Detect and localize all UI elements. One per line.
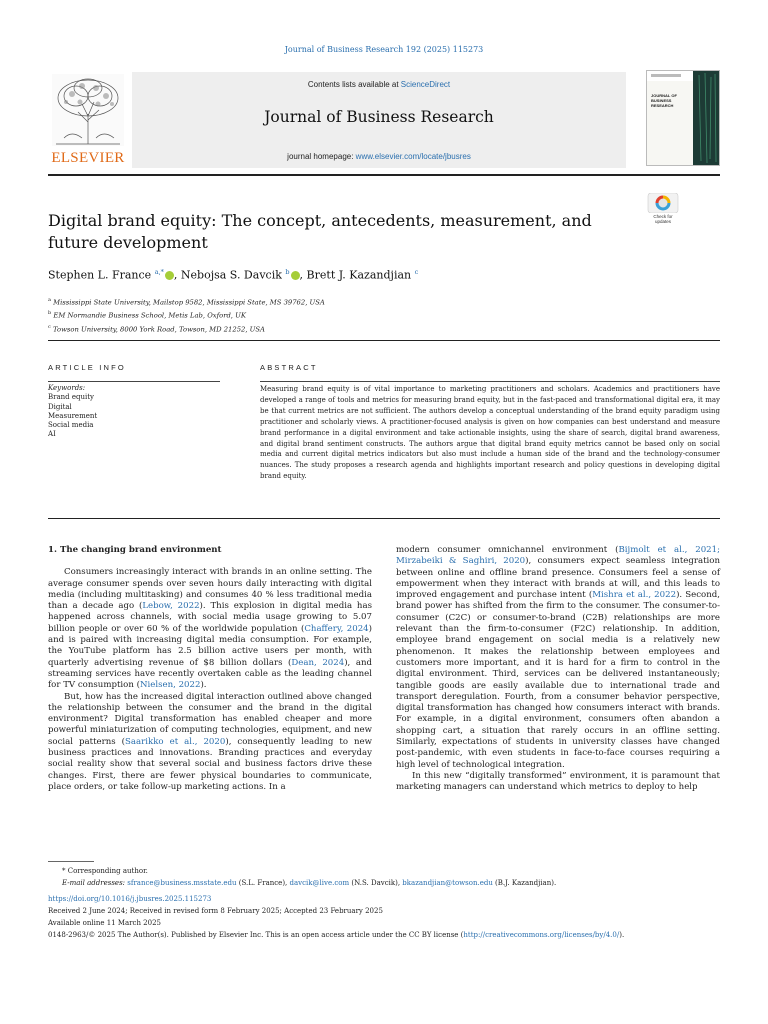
divider: [48, 340, 720, 341]
orcid-icon[interactable]: [291, 271, 300, 280]
paragraph-text: ) and is paired with increasing digital media consumption. For example, the YouTube platform has 2.5 billion active users per month, with quarterly advertising revenue of $8 billion dollars (: [48, 623, 372, 668]
article-info-heading: ARTICLE INFO: [48, 363, 126, 372]
divider: [48, 518, 720, 519]
paragraph-text: Consumers increasingly interact with brands in an online setting. The average consumer spends over seven hours daily interacting with digital media (including multitasking) and consumes 40 % less traditional media than a decade ago (: [48, 567, 372, 612]
elsevier-wordmark: ELSEVIER: [51, 150, 125, 166]
author-affiliation-marker[interactable]: b: [285, 268, 290, 276]
license-link[interactable]: http://creativecommons.org/licenses/by/4.0/: [463, 931, 620, 939]
footnotes: [48, 865, 728, 941]
crossmark-label: [646, 214, 680, 224]
author-name[interactable]: Nebojsa S. Davcik: [180, 268, 282, 282]
email-owner: (S.L. France),: [236, 879, 290, 887]
divider: [48, 381, 220, 382]
author-name[interactable]: Stephen L. France: [48, 268, 152, 282]
license-statement: [48, 929, 728, 941]
affiliation-marker: c: [48, 323, 51, 330]
citation-link[interactable]: Lebow, 2022: [142, 601, 200, 612]
abstract-heading: ABSTRACT: [260, 363, 318, 372]
email-link[interactable]: sfrance@business.msstate.edu: [127, 879, 237, 887]
journal-name: Journal of Business Research: [264, 108, 494, 126]
contents-line: [132, 80, 626, 89]
body-column-right: [396, 545, 720, 794]
article-title: Digital brand equity: The concept, antecedents, measurement, and future development: [48, 211, 592, 252]
email-owner: (B.J. Kazandjian).: [492, 879, 557, 887]
footnote-rule: [48, 861, 94, 862]
affiliation-text: Mississippi State University, Mailstop 9582, Mississippi State, MS 39762, USA: [53, 298, 325, 307]
paragraph-text: ). Second, brand power has shifted from the firm to the consumer. The consumer-to-consumer (C2C) or consumer-to-brand (C2B) relationships are more relevant than the firm-to-consumer (F2C) relationship. In addition, employee brand engagement on social media is a relatively new phenomenon. It makes the relationship between employees and customers more important, and it is hard for a firm to control in the digital environment. Third, services can be delivered instantaneously; tangible goods are easily available due to international trade and transport deregulation. Fourth, from a consumer behavior perspective, digital transformation has changed how consumers interact with brands. For example, in a digital environment, consumers often abandon a shopping cart, a situation that rarely occurs in an offline setting. Similarly, expectations of students in university classes have changed post-pandemic, with even students in face-to-face courses requiring a high level of technological integration.: [396, 590, 720, 770]
orcid-icon[interactable]: [165, 271, 174, 280]
paragraph-text: modern consumer omnichannel environment (: [396, 545, 619, 555]
abstract-text: Measuring brand equity is of vital importance to marketing practitioners and scholars. Academics and practitioners have developed a range of tools and metrics for measuring brand equity, but in the fast-paced and transformational digital era, it may be that current metrics are not sufficient. The authors develop a conceptual understanding of the brand equity paradigm using practitioner and scholarly views. A practitioner-focused analysis is given on how companies can best understand and measure brand performance in a digital environment and take actionable insights, using the share of search, digital brand awareness, and digital brand sentiment constructs. The authors argue that digital brand equity metrics cannot be based only on social media and current digital metrics indicators but also must include a human side of the brand and the technology-consumer nuances. The study proposes a research agenda and highlights important research and policy questions in developing digital brand equity.: [260, 385, 720, 481]
body-paragraph: [48, 692, 372, 794]
keyword: Measurement: [48, 411, 98, 420]
author-list: Stephen L. France $^{a,*}$ , Nebojsa S. Davcik $^b$ , Brett J. Kazandjian $^c$: [48, 268, 419, 282]
citation-link[interactable]: Dean, 2024: [291, 657, 345, 668]
affiliation-text: Towson University, 8000 York Road, Towson, MD 21252, USA: [52, 324, 265, 333]
affiliation: [48, 322, 648, 335]
affiliation-marker: b: [48, 310, 52, 317]
journal-header: [48, 70, 720, 174]
journal-reference[interactable]: Journal of Business Research 192 (2025) 115273: [284, 45, 484, 54]
header-rule: [48, 174, 720, 176]
email-addresses: [48, 877, 728, 889]
affiliation-list: [48, 295, 648, 335]
journal-banner: [132, 72, 626, 168]
paragraph-container: [48, 567, 372, 793]
email-link[interactable]: davcik@live.com: [289, 879, 350, 887]
paragraph-text: ), consequently leading to new business practices and innovations. Branding practices and everyday social reality show that several social and business factors drive these changes. First, there are fewer physical boundaries to communicate, place orders, or take follow-up marketing actions. In a: [48, 736, 372, 792]
homepage-prefix: journal homepage:: [287, 152, 356, 161]
keyword: Social media: [48, 421, 94, 430]
author-affiliation-marker[interactable]: c: [414, 268, 419, 276]
affiliation: [48, 295, 648, 308]
elsevier-logo[interactable]: [48, 70, 128, 166]
paragraph-text: ), consumers expect seamless integration between online and offline brand presence. Consumers feel a sense of empowerment when they interact with brands at will, and this leads to improved engagement and purchase intent (: [396, 556, 720, 601]
citation-link[interactable]: Chaffery, 2024: [304, 623, 369, 634]
homepage-line: [132, 152, 626, 161]
author-affiliation-marker[interactable]: a,*: [154, 268, 164, 276]
keyword: AI: [48, 430, 56, 439]
doi-link[interactable]: https://doi.org/10.1016/j.jbusres.2025.115273: [48, 895, 212, 903]
keyword: Digital: [48, 402, 72, 411]
doi-line: [48, 893, 728, 905]
check-for-updates-badge[interactable]: [646, 193, 680, 229]
paragraph-text: ). This explosion in digital media has happened across channels, with social media usage growing to 5.07 billion people or over 60 % of the worldwide population (: [48, 601, 372, 634]
citation-link[interactable]: Bijmolt et al., 2021; Mirzabeiki & Saghiri, 2020: [396, 545, 720, 567]
citation-link[interactable]: Saarikko et al., 2020: [125, 736, 226, 747]
body-column-left: [48, 545, 372, 793]
cover-title: JOURNAL OF BUSINESS RESEARCH: [651, 93, 677, 108]
available-online-date: Available online 11 March 2025: [48, 919, 162, 927]
author-name[interactable]: Brett J. Kazandjian: [306, 268, 412, 282]
keywords-block: [48, 384, 218, 440]
affiliation-marker: a: [48, 297, 51, 303]
license-suffix: ).: [619, 931, 625, 939]
paragraph-text: But, how has the increased digital interaction outlined above changed the relationship between the consumer and the brand in the digital environment? Digital transformation has enabled cheaper and more powerful miniaturization of computing technologies, equipment, and new social patterns (: [48, 691, 372, 747]
paragraph-text: ), and streaming services have recently overtaken cable as the leading channel for TV consumption (: [48, 657, 372, 691]
keywords-label: Keywords:: [48, 384, 86, 392]
paragraph-text: In this new “digitally transformed” environment, it is paramount that marketing managers can understand which metrics to deploy to help: [396, 770, 720, 793]
citation-link[interactable]: Mishra et al., 2022: [592, 590, 677, 601]
citation-link[interactable]: Nielsen, 2022: [139, 680, 201, 691]
keyword: Brand equity: [48, 393, 95, 402]
paragraph-container: [396, 545, 720, 794]
corresponding-author-note: * Corresponding author.: [62, 867, 148, 875]
crossmark-icon: [646, 193, 680, 213]
section-heading: 1. The changing brand environment: [48, 545, 222, 555]
body-paragraph: [396, 545, 720, 771]
divider: [260, 381, 720, 382]
crossmark-label-line-2: updates: [654, 219, 671, 224]
body-paragraph: [396, 771, 720, 794]
elsevier-tree-icon: [52, 74, 124, 146]
journal-homepage-link[interactable]: www.elsevier.com/locate/jbusres: [355, 152, 471, 161]
sciencedirect-link[interactable]: ScienceDirect: [400, 80, 451, 89]
body-paragraph: [48, 567, 372, 691]
license-prefix: 0148-2963/© 2025 The Author(s). Published by Elsevier Inc. This is an open access article under the CC BY license (: [48, 931, 464, 939]
contents-prefix: Contents lists available at: [307, 80, 401, 89]
received-dates: Received 2 June 2024; Received in revised form 8 February 2025; Accepted 23 February 2025: [48, 907, 383, 915]
cover-stripe-icon: [693, 71, 719, 165]
email-label: E-mail addresses:: [62, 879, 126, 887]
crossmark-label-line-1: Check for: [653, 214, 673, 219]
journal-cover-thumbnail[interactable]: [646, 70, 720, 166]
affiliation: [48, 308, 648, 321]
affiliation-text: EM Normandie Business School, Metis Lab, Oxford, UK: [53, 311, 246, 320]
email-owner: (N.S. Davcik),: [349, 879, 403, 887]
paragraph-text: ).: [200, 680, 207, 691]
email-link[interactable]: bkazandjian@towson.edu: [402, 879, 493, 887]
